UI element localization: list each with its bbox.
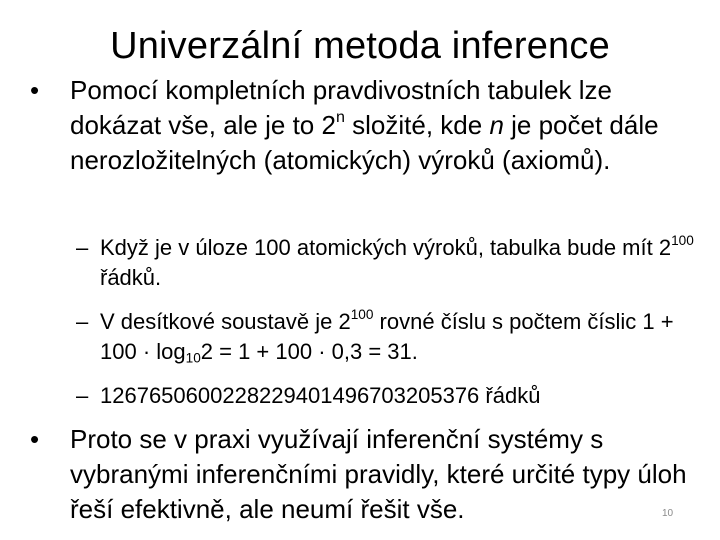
dash-marker: –: [76, 309, 89, 334]
sub-text-part: řádků.: [100, 265, 162, 290]
bullet-text-part: Pomocí kompletních pravdivostních tabulek lze dokázat vše, ale je to 2: [70, 75, 612, 140]
bullet-marker: •: [30, 75, 40, 105]
exponent-n: n: [335, 107, 345, 126]
slide-number: 10: [662, 508, 674, 519]
sub-point-text: [100, 307, 696, 367]
sub-text-part: 2 = 1 + 100 · 0,3 = 31.: [200, 339, 418, 364]
bullet-point-complete-truth-tables: [30, 73, 690, 178]
sub-text-part: rovné číslu s počtem číslic 1 + 100 · log: [100, 309, 674, 364]
sub-point-decimal-digits: [76, 307, 696, 367]
bullet-text: [70, 73, 690, 178]
slide-title: Univerzální metoda inference: [110, 25, 610, 67]
bullet-text-part: je počet dále nerozložitelných (atomických) výroků (axiomů).: [70, 110, 659, 175]
bullet-marker: •: [30, 424, 40, 454]
sub-text-part: V desítkové soustavě je 2: [100, 309, 351, 334]
exponent-100: 100: [350, 306, 374, 322]
dash-marker: –: [76, 383, 89, 408]
sub-point-100-atoms: [76, 233, 696, 293]
log-base-10: 10: [185, 350, 201, 366]
sub-text-part: Když je v úloze 100 atomických výroků, tabulka bude mít 2: [100, 235, 672, 260]
sub-point-text: 1267650600228229401496703205376 řádků: [100, 383, 541, 408]
sub-point-text: [100, 233, 696, 293]
variable-n: n: [489, 110, 504, 140]
bullet-text-part: složité, kde: [344, 110, 490, 140]
sub-point-row-count: [76, 381, 696, 411]
exponent-100: 100: [671, 232, 694, 248]
bullet-point-inference-systems: [30, 422, 690, 527]
dash-marker: –: [76, 235, 89, 260]
bullet-text: Proto se v praxi využívají inferenční systémy s vybranými inferenčními pravidly, které určité typy úloh řeší efektivně, ale neumí řešit vše.: [70, 424, 687, 524]
